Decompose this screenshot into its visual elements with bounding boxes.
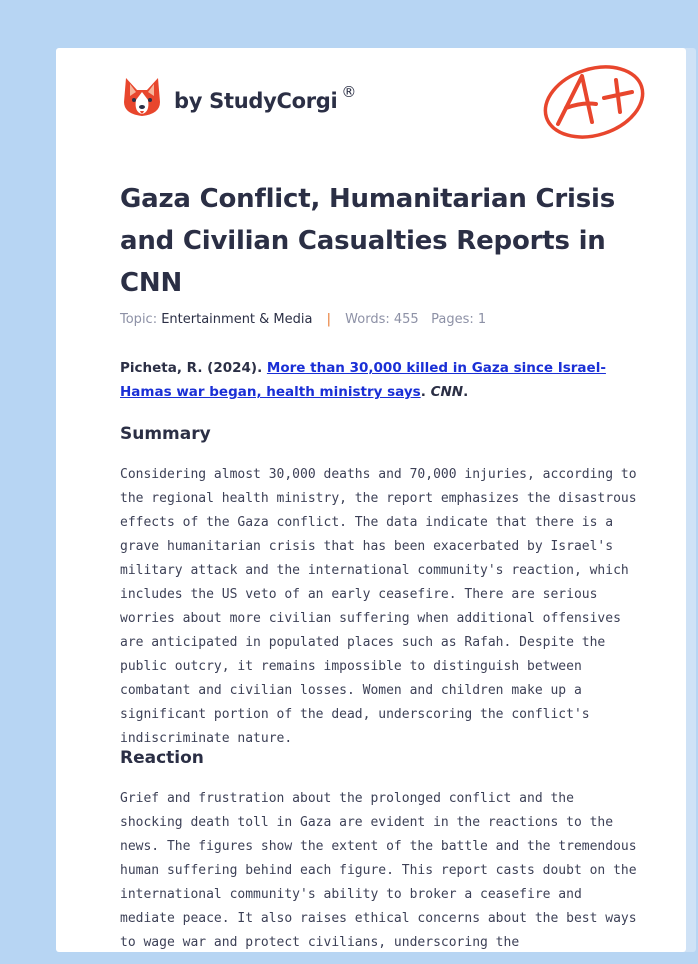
reaction-heading: Reaction: [120, 748, 204, 768]
summary-paragraph: Considering almost 30,000 deaths and 70,000 injuries, according to the regional health ministry, the report emphasizes the disastrous effects of the Gaza conflict. The data indicate that there is a grave humanitarian crisis that has been exacerbated by Israel's military attack and the international community's reaction, which includes the US veto of an early ceasefire. There are serious worries about more civilian suffering when additional offensives are anticipated in populated places such as Rafah. Despite the public outcry, it remains impossible to distinguish between combatant and civilian losses. Women and children make up a significant portion of the dead, underscoring the conflict's indiscriminate nature.: [120, 467, 637, 746]
citation-source: CNN: [430, 384, 464, 400]
registered-mark: ®: [341, 83, 357, 101]
reaction-paragraph: Grief and frustration about the prolonged conflict and the shocking death toll in Gaza are evident in the reactions to the news. The figures show the extent of the battle and the tremendous human suffering behind each figure. This report casts doubt on the international community's ability to broker a ceasefire and mediate peace. It also raises ethical concerns about the best ways to wage war and protect civilians, underscoring the: [120, 791, 637, 950]
corgi-icon: [122, 76, 162, 120]
document-page: [56, 48, 686, 952]
grade-a-plus-icon: [538, 58, 650, 142]
citation-link[interactable]: More than 30,000 killed in Gaza since Israel-Hamas war began, health ministry says: [120, 360, 606, 400]
citation-author: Picheta, R. (2024).: [120, 360, 263, 376]
topic-value[interactable]: Entertainment & Media: [161, 312, 313, 327]
pages-label: Pages:: [431, 312, 474, 327]
page-title: Gaza Conflict, Humanitarian Crisis and Civilian Casualties Reports in CNN: [120, 184, 615, 298]
meta-separator: |: [326, 312, 332, 327]
studycorgi-logo[interactable]: [122, 76, 356, 120]
citation-punct: .: [420, 384, 426, 400]
summary-heading: Summary: [120, 424, 211, 444]
words-label: Words:: [345, 312, 390, 327]
topic-label: Topic:: [120, 312, 158, 327]
brand-name: by StudyCorgi ®: [174, 83, 357, 113]
pages-value: 1: [477, 312, 487, 327]
words-value: 455: [393, 312, 419, 327]
essay-meta: [120, 312, 486, 327]
citation-end: .: [463, 384, 469, 400]
citation: [120, 356, 630, 404]
